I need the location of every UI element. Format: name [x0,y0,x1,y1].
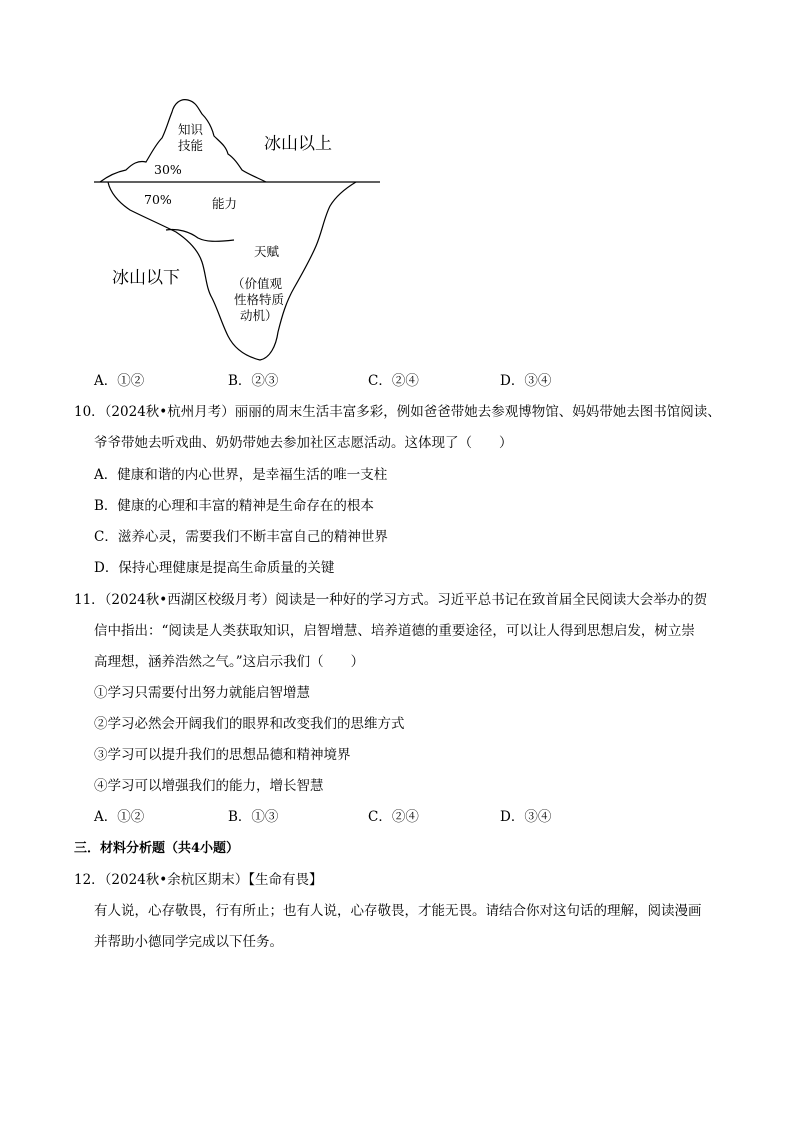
q9-option-d[interactable]: D．③④ [500,373,552,389]
values-line-2: 性格特质 [234,292,285,307]
tip-percent: 30% [154,162,182,177]
q11-statement-4: ④学习可以增强我们的能力，增长智慧 [94,778,324,794]
q10-option-a[interactable]: A．健康和谐的内心世界，是幸福生活的唯一支柱 [94,467,388,483]
q11-option-a[interactable]: A．①② [94,809,145,825]
values-line-1: （价值观 [232,276,283,291]
below-percent: 70% [144,192,172,207]
values-line-3: 动机） [240,308,278,323]
q10-stem-line-2: 爷爷带她去听戏曲、奶奶带她去参加社区志愿活动。这体现了（ ） [94,435,513,451]
q12-stem-line-1: 12．（2024秋•余杭区期末）【生命有畏】 [74,872,323,888]
talent-divider [166,229,234,241]
q9-option-a[interactable]: A．①② [94,373,145,389]
q10-option-c[interactable]: C．滋养心灵，需要我们不断丰富自己的精神世界 [94,529,388,545]
q10-option-d[interactable]: D．保持心理健康是提高生命质量的关键 [94,560,335,576]
iceberg-svg [88,92,388,364]
tip-label-2: 技能 [178,138,204,153]
q12-stem-line-3: 并帮助小德同学完成以下任务。 [94,934,283,950]
q9-option-c[interactable]: C．②④ [368,373,419,389]
q11-option-c[interactable]: C．②④ [368,809,419,825]
q10-option-b[interactable]: B．健康的心理和丰富的精神是生命存在的根本 [94,498,374,514]
iceberg-diagram [88,92,388,364]
q11-option-b[interactable]: B．①③ [228,809,279,825]
q11-stem-line-3: 高理想，涵养浩然之气。”这启示我们（ ） [94,654,365,670]
ability-label: 能力 [212,196,238,211]
q11-statement-3: ③学习可以提升我们的思想品德和精神境界 [94,747,351,763]
q9-option-b[interactable]: B．②③ [228,373,279,389]
below-water-label: 冰山以下 [112,268,180,288]
tip-label-1: 知识 [178,122,204,137]
q11-stem-line-2: 信中指出：“阅读是人类获取知识，启智增慧、培养道德的重要途径，可以让人得到思想启发，树立崇 [94,623,695,639]
q11-statement-1: ①学习只需要付出努力就能启智增慧 [94,685,310,701]
q11-stem-line-1: 11．（2024秋•西湖区校级月考）阅读是一种好的学习方式。习近平总书记在致首届全民阅读大会举办的贺 [74,592,708,608]
q11-statement-2: ②学习必然会开阔我们的眼界和改变我们的思维方式 [94,716,405,732]
section-3-title: 三．材料分析题（共4小题） [74,841,240,856]
q11-option-d[interactable]: D．③④ [500,809,552,825]
above-water-label: 冰山以上 [264,134,332,154]
talent-label: 天赋 [254,244,280,259]
q10-stem-line-1: 10．（2024秋•杭州月考）丽丽的周末生活丰富多彩，例如爸爸带她去参观博物馆、妈妈带她去图书馆阅读、 [74,404,721,420]
q12-stem-line-2: 有人说，心存敬畏，行有所止；也有人说，心存敬畏，才能无畏。请结合你对这句话的理解，阅读漫画 [94,903,702,919]
